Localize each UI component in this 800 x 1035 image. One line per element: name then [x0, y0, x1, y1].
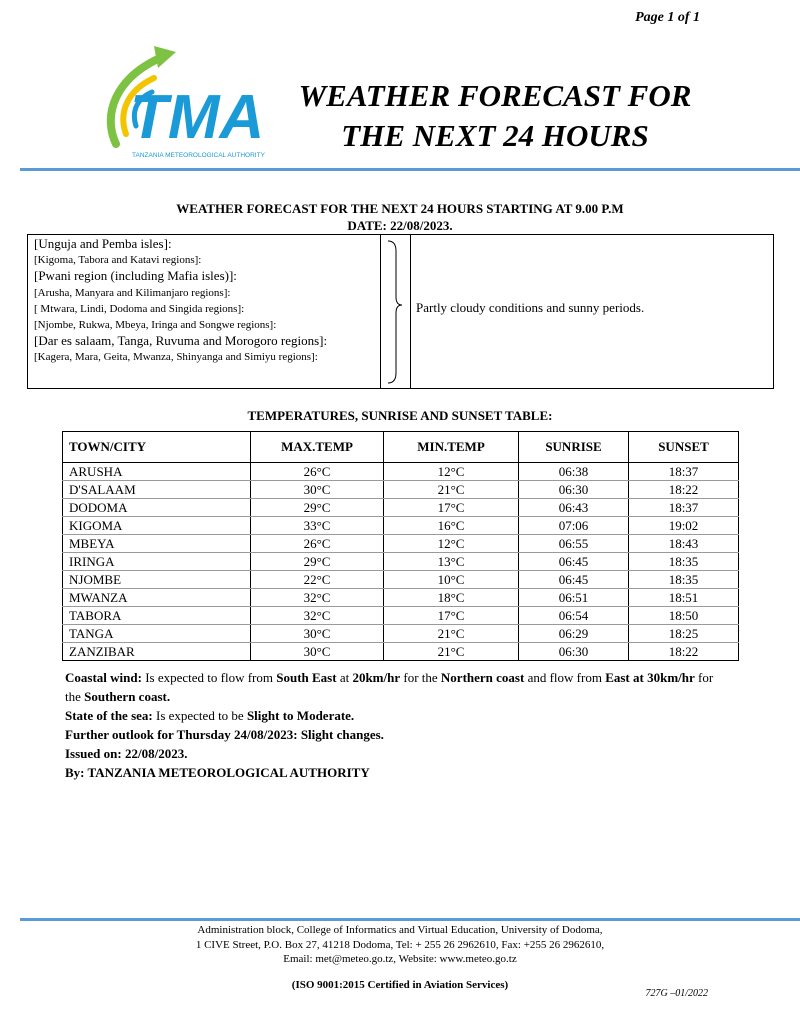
cell-sunrise: 06:54 [519, 607, 629, 625]
note-emphasis: Northern coast [440, 670, 525, 685]
cell-sunrise: 06:30 [519, 643, 629, 661]
cell-town: KIGOMA [63, 517, 251, 535]
curly-brace-icon [384, 239, 406, 385]
note-emphasis: 20km/hr [352, 670, 401, 685]
title-line-2: THE NEXT 24 HOURS [341, 118, 649, 153]
cell-town: TABORA [63, 607, 251, 625]
tma-logo [98, 36, 268, 164]
cell-sunset: 18:22 [629, 643, 739, 661]
cell-sunrise: 06:29 [519, 625, 629, 643]
table-heading: TEMPERATURES, SUNRISE AND SUNSET TABLE: [247, 408, 553, 423]
cell-sunset: 18:43 [629, 535, 739, 553]
cell-sunset: 18:51 [629, 589, 739, 607]
cell-max-temp: 26°C [251, 463, 384, 481]
note-emphasis: East at 30km/hr [605, 670, 695, 685]
footer-contact-line: Email: met@meteo.go.tz, Website: www.meteo.go.tz [283, 953, 517, 965]
column-header-sunrise: SUNRISE [519, 432, 629, 463]
issuer-note [65, 763, 725, 782]
cell-sunset: 18:35 [629, 571, 739, 589]
footer-address-line: Administration block, College of Informatics and Virtual Education, University of Dodoma, [197, 924, 603, 936]
cell-min-temp: 13°C [384, 553, 519, 571]
table-header-row [63, 432, 739, 463]
cell-min-temp: 10°C [384, 571, 519, 589]
cell-town: ARUSHA [63, 463, 251, 481]
table-row [63, 481, 739, 499]
cell-town: NJOMBE [63, 571, 251, 589]
cell-min-temp: 16°C [384, 517, 519, 535]
cell-max-temp: 29°C [251, 553, 384, 571]
cell-max-temp: 33°C [251, 517, 384, 535]
cell-sunrise: 06:51 [519, 589, 629, 607]
note-emphasis: South East [276, 670, 337, 685]
region-item: [Pwani region (including Mafia isles)]: [34, 268, 237, 284]
cell-sunset: 18:37 [629, 463, 739, 481]
region-item: [Kigoma, Tabora and Katavi regions]: [34, 254, 202, 267]
cell-max-temp: 32°C [251, 607, 384, 625]
cell-sunset: 18:22 [629, 481, 739, 499]
tma-logo-icon [98, 36, 268, 164]
cell-min-temp: 12°C [384, 535, 519, 553]
top-divider [20, 168, 800, 171]
issuer-text: By: TANZANIA METEOROLOGICAL AUTHORITY [65, 765, 370, 780]
cell-sunrise: 06:45 [519, 571, 629, 589]
coastal-wind-label: Coastal wind: [65, 670, 142, 685]
table-row [63, 535, 739, 553]
column-divider [410, 235, 411, 388]
note-text: and flow from [524, 670, 606, 685]
cell-max-temp: 32°C [251, 589, 384, 607]
note-emphasis: Slight to Moderate. [246, 708, 355, 723]
weather-condition: Partly cloudy conditions and sunny periods. [416, 300, 645, 315]
cell-town: MBEYA [63, 535, 251, 553]
forecast-heading: WEATHER FORECAST FOR THE NEXT 24 HOURS STARTING AT 9.00 P.M [176, 201, 624, 216]
cell-town: IRINGA [63, 553, 251, 571]
cell-min-temp: 17°C [384, 499, 519, 517]
column-header-min-temp: MIN.TEMP [384, 432, 519, 463]
cell-sunset: 18:50 [629, 607, 739, 625]
region-item: [Njombe, Rukwa, Mbeya, Iringa and Songwe regions]: [34, 319, 277, 332]
cell-max-temp: 29°C [251, 499, 384, 517]
cell-sunrise: 07:06 [519, 517, 629, 535]
table-row [63, 499, 739, 517]
cell-max-temp: 22°C [251, 571, 384, 589]
coastal-wind-note [65, 668, 725, 706]
outlook-text: Further outlook for Thursday 24/08/2023: Slight changes. [65, 727, 384, 742]
region-item: [Kagera, Mara, Geita, Mwanza, Shinyanga and Simiyu regions]: [34, 351, 318, 364]
cell-town: ZANZIBAR [63, 643, 251, 661]
region-item: [ Mtwara, Lindi, Dodoma and Singida regions]: [34, 302, 245, 315]
issued-note [65, 744, 725, 763]
cell-min-temp: 12°C [384, 463, 519, 481]
column-header-max-temp: MAX.TEMP [251, 432, 384, 463]
table-row [63, 625, 739, 643]
note-text: for the [65, 670, 714, 704]
column-divider [380, 235, 381, 388]
cell-max-temp: 26°C [251, 535, 384, 553]
temperature-table [62, 431, 739, 661]
table-row [63, 517, 739, 535]
note-text: Is expected to flow from [141, 670, 277, 685]
cell-town: TANGA [63, 625, 251, 643]
column-header-town: TOWN/CITY [63, 432, 251, 463]
region-item: [Dar es salaam, Tanga, Ruvuma and Morogoro regions]: [34, 333, 328, 349]
footer [100, 923, 700, 992]
cell-sunset: 18:25 [629, 625, 739, 643]
page-title [270, 76, 720, 156]
note-text: Is expected to be [152, 708, 247, 723]
cell-max-temp: 30°C [251, 625, 384, 643]
forecast-date: DATE: 22/08/2023. [347, 218, 453, 233]
cell-sunrise: 06:45 [519, 553, 629, 571]
table-row [63, 589, 739, 607]
table-row [63, 463, 739, 481]
title-line-1: WEATHER FORECAST FOR [298, 78, 692, 113]
cell-sunset: 19:02 [629, 517, 739, 535]
cell-min-temp: 21°C [384, 481, 519, 499]
table-row [63, 571, 739, 589]
issued-text: Issued on: 22/08/2023. [65, 746, 188, 761]
cell-max-temp: 30°C [251, 643, 384, 661]
footer-address-line: 1 CIVE Street, P.O. Box 27, 41218 Dodoma, Tel: + 255 26 2962610, Fax: +255 26 2962610, [195, 938, 605, 951]
table-row [63, 643, 739, 661]
sea-state-label: State of the sea: [65, 708, 153, 723]
cell-sunrise: 06:43 [519, 499, 629, 517]
cell-sunrise: 06:38 [519, 463, 629, 481]
cell-min-temp: 18°C [384, 589, 519, 607]
cell-town: D'SALAAM [63, 481, 251, 499]
note-text: for the [400, 670, 441, 685]
footer-certification: (ISO 9001:2015 Certified in Aviation Services) [291, 978, 509, 991]
region-item: [Arusha, Manyara and Kilimanjaro regions]: [34, 286, 231, 299]
cell-min-temp: 17°C [384, 607, 519, 625]
region-item: [Unguja and Pemba isles]: [34, 236, 172, 251]
cell-sunset: 18:37 [629, 499, 739, 517]
cell-min-temp: 21°C [384, 625, 519, 643]
logo-text: TMA [130, 83, 265, 152]
column-header-sunset: SUNSET [629, 432, 739, 463]
table-row [63, 607, 739, 625]
bottom-divider [20, 918, 800, 921]
cell-sunrise: 06:55 [519, 535, 629, 553]
outlook-note [65, 725, 725, 744]
form-code: 727G –01/2022 [645, 988, 708, 999]
cell-town: MWANZA [63, 589, 251, 607]
page-number: Page 1 of 1 [635, 10, 700, 25]
note-text: at [336, 670, 353, 685]
cell-min-temp: 21°C [384, 643, 519, 661]
logo-subtext: TANZANIA METEOROLOGICAL AUTHORITY [132, 152, 265, 159]
cell-sunrise: 06:30 [519, 481, 629, 499]
cell-max-temp: 30°C [251, 481, 384, 499]
note-emphasis: Southern coast. [84, 689, 171, 704]
cell-sunset: 18:35 [629, 553, 739, 571]
sea-state-note [65, 706, 725, 725]
table-row [63, 553, 739, 571]
forecast-box [27, 234, 774, 389]
forecast-notes [65, 668, 725, 782]
cell-town: DODOMA [63, 499, 251, 517]
region-list [34, 236, 379, 366]
